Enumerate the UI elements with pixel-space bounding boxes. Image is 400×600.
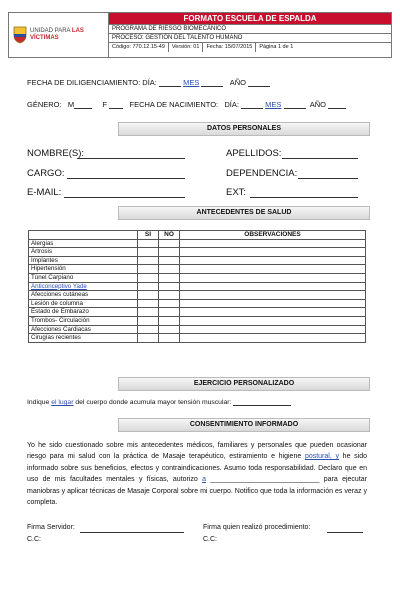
cc-servidor-label: C.C: — [27, 536, 41, 543]
observaciones-cell[interactable] — [180, 273, 366, 282]
no-cell[interactable] — [159, 308, 180, 317]
observaciones-cell[interactable] — [180, 256, 366, 265]
table-row — [29, 265, 366, 274]
ejercicio-text-pre: Indique — [27, 399, 52, 406]
table-row — [29, 308, 366, 317]
col-condicion — [29, 231, 138, 240]
condicion-cell: Anticonceptivo Yade — [29, 282, 138, 291]
nac-mes-label: MES — [265, 100, 282, 109]
no-cell[interactable] — [159, 256, 180, 265]
cc-procedimiento-label: C.C: — [203, 536, 217, 543]
table-row — [29, 316, 366, 325]
ejercicio-text-post: del cuerpo donde acumula mayor tensión muscular: — [73, 399, 232, 406]
si-cell[interactable] — [138, 291, 159, 300]
antecedentes-table — [28, 230, 366, 343]
email-field[interactable] — [64, 197, 185, 198]
nac-ano-label: AÑO — [309, 100, 326, 109]
col-si: SI — [138, 231, 159, 240]
col-no: NO — [159, 231, 180, 240]
mes-label: MES — [183, 78, 200, 87]
ext-label: EXT: — [226, 187, 247, 198]
no-cell[interactable] — [159, 316, 180, 325]
genero-label: GÉNERO: — [27, 100, 62, 109]
genero-m-label: M — [67, 100, 75, 109]
no-cell[interactable] — [159, 325, 180, 334]
doc-version: Versión: 01 — [169, 43, 204, 52]
no-cell[interactable] — [159, 239, 180, 248]
fecha-diligenciamiento-row — [27, 78, 270, 87]
observaciones-cell[interactable] — [180, 325, 366, 334]
nac-dia-field[interactable] — [241, 100, 263, 109]
genero-m-field[interactable] — [74, 100, 92, 109]
logo-text-2: LAS VÍCTIMAS — [30, 28, 84, 41]
form-header — [8, 12, 392, 58]
si-cell[interactable] — [138, 265, 159, 274]
si-cell[interactable] — [138, 308, 159, 317]
condicion-cell: Túnel Carpiano — [29, 273, 138, 282]
doc-date: Fecha: 15/07/2015 — [203, 43, 256, 52]
condicion-cell: Hipertensión — [29, 265, 138, 274]
logo-text-1: UNIDAD PARA — [30, 28, 71, 34]
zona-tension-field[interactable] — [233, 397, 291, 406]
email-label: E-MAIL: — [27, 187, 62, 198]
observaciones-cell[interactable] — [180, 239, 366, 248]
no-cell[interactable] — [159, 334, 180, 343]
si-cell[interactable] — [138, 316, 159, 325]
nombres-label: NOMBRE(S): — [27, 148, 84, 159]
genero-f-field[interactable] — [109, 100, 123, 109]
observaciones-cell[interactable] — [180, 308, 366, 317]
consent-p1: Yo he sido cuestionado sobre mis antecedentes médicos, familiares y personales que pueden ocasionar riesgo para mi salud con la práctica de Masaje terapéutico, estiramiento e higiene — [27, 442, 367, 461]
ejercicio-text — [27, 397, 291, 406]
condicion-cell: Estado de Embarazo — [29, 308, 138, 317]
no-cell[interactable] — [159, 282, 180, 291]
si-cell[interactable] — [138, 325, 159, 334]
si-cell[interactable] — [138, 248, 159, 257]
dia-field[interactable] — [159, 78, 181, 87]
doc-page: Página 1 de 1 — [259, 44, 294, 50]
nombres-field[interactable] — [77, 158, 185, 159]
condicion-cell: Trombos- Circulación — [29, 316, 138, 325]
form-title: FORMATO ESCUELA DE ESPALDA — [109, 13, 391, 24]
logo — [9, 13, 109, 57]
mes-field[interactable] — [201, 78, 223, 87]
ano-field[interactable] — [248, 78, 270, 87]
table-row — [29, 256, 366, 265]
condicion-cell: Alergias — [29, 239, 138, 248]
observaciones-cell[interactable] — [180, 299, 366, 308]
no-cell[interactable] — [159, 248, 180, 257]
antecedentes-header: ANTECEDENTES DE SALUD — [118, 206, 370, 220]
no-cell[interactable] — [159, 265, 180, 274]
observaciones-cell[interactable] — [180, 248, 366, 257]
fecha-label: FECHA DE DILIGENCIAMIENTO: DÍA: — [27, 78, 157, 87]
consent-link-postural: postural, y — [304, 453, 339, 461]
apellidos-field[interactable] — [282, 158, 358, 159]
observaciones-cell[interactable] — [180, 316, 366, 325]
nac-dia-label: DÍA: — [224, 100, 239, 109]
process-line: PROCESO: GESTIÓN DEL TALENTO HUMANO — [109, 33, 391, 42]
no-cell[interactable] — [159, 273, 180, 282]
condicion-cell: Afecciones cutáneas — [29, 291, 138, 300]
condicion-cell: Artrosis — [29, 248, 138, 257]
dependencia-field[interactable] — [298, 178, 358, 179]
shield-crest-icon — [13, 26, 27, 44]
no-cell[interactable] — [159, 291, 180, 300]
firma-servidor-label: Firma Servidor: — [27, 524, 75, 531]
table-row — [29, 334, 366, 343]
no-cell[interactable] — [159, 299, 180, 308]
datos-personales-header: DATOS PERSONALES — [118, 122, 370, 136]
si-cell[interactable] — [138, 334, 159, 343]
table-row — [29, 291, 366, 300]
observaciones-cell[interactable] — [180, 265, 366, 274]
si-cell[interactable] — [138, 256, 159, 265]
observaciones-cell[interactable] — [180, 282, 366, 291]
condicion-cell: Lesión de columna — [29, 299, 138, 308]
firma-servidor-field[interactable] — [80, 532, 184, 533]
si-cell[interactable] — [138, 282, 159, 291]
table-row — [29, 273, 366, 282]
genero-row — [27, 100, 346, 109]
nac-ano-field[interactable] — [328, 100, 346, 109]
ano-label: AÑO — [229, 78, 246, 87]
table-header-row — [29, 231, 366, 240]
consent-p3: ____________________________ para ejecutar maniobras y aplicar técnicas de Masaje Corporal sobre mi cuerpo. Notifico que toda la información es veraz y completa. — [27, 476, 367, 507]
observaciones-cell[interactable] — [180, 334, 366, 343]
apellidos-label: APELLIDOS: — [226, 148, 282, 159]
consentimiento-text — [27, 440, 367, 508]
table-row — [29, 282, 366, 291]
col-observaciones: OBSERVACIONES — [180, 231, 366, 240]
consentimiento-header: CONSENTIMIENTO INFORMADO — [118, 418, 370, 432]
table-row — [29, 248, 366, 257]
condicion-cell: Cirugías recientes — [29, 334, 138, 343]
firma-procedimiento-label: Firma quien realizó procedimiento: — [203, 524, 311, 531]
observaciones-cell[interactable] — [180, 291, 366, 300]
cargo-label: CARGO: — [27, 168, 65, 179]
table-row — [29, 325, 366, 334]
cargo-field[interactable] — [67, 178, 185, 179]
header-meta — [109, 42, 391, 52]
ejercicio-header: EJERCICIO PERSONALIZADO — [118, 377, 370, 391]
table-row — [29, 239, 366, 248]
condicion-cell: Afecciones Cardiacas — [29, 325, 138, 334]
table-row — [29, 299, 366, 308]
si-cell[interactable] — [138, 273, 159, 282]
dependencia-label: DEPENDENCIA: — [226, 168, 298, 179]
nacimiento-label: FECHA DE NACIMIENTO: — [129, 100, 219, 109]
condicion-cell: Implantes — [29, 256, 138, 265]
ext-field[interactable] — [250, 197, 358, 198]
doc-code: Código: 770.12.15-49 — [109, 43, 169, 52]
si-cell[interactable] — [138, 239, 159, 248]
consent-link-a: a — [202, 476, 207, 484]
si-cell[interactable] — [138, 299, 159, 308]
firma-procedimiento-field[interactable] — [327, 532, 363, 533]
nac-mes-field[interactable] — [284, 100, 306, 109]
genero-f-label: F — [102, 100, 108, 109]
program-line: PROGRAMA DE RIESGO BIOMECÁNICO — [109, 24, 391, 33]
ejercicio-text-link: el lugar — [51, 399, 74, 406]
consent-p2: he sido informado sobre sus beneficios, efectos y contraindicaciones. Asumo toda responsabilidad. Declaro que en uso de mis facultades mentales y físicas, autorizo — [27, 453, 367, 484]
